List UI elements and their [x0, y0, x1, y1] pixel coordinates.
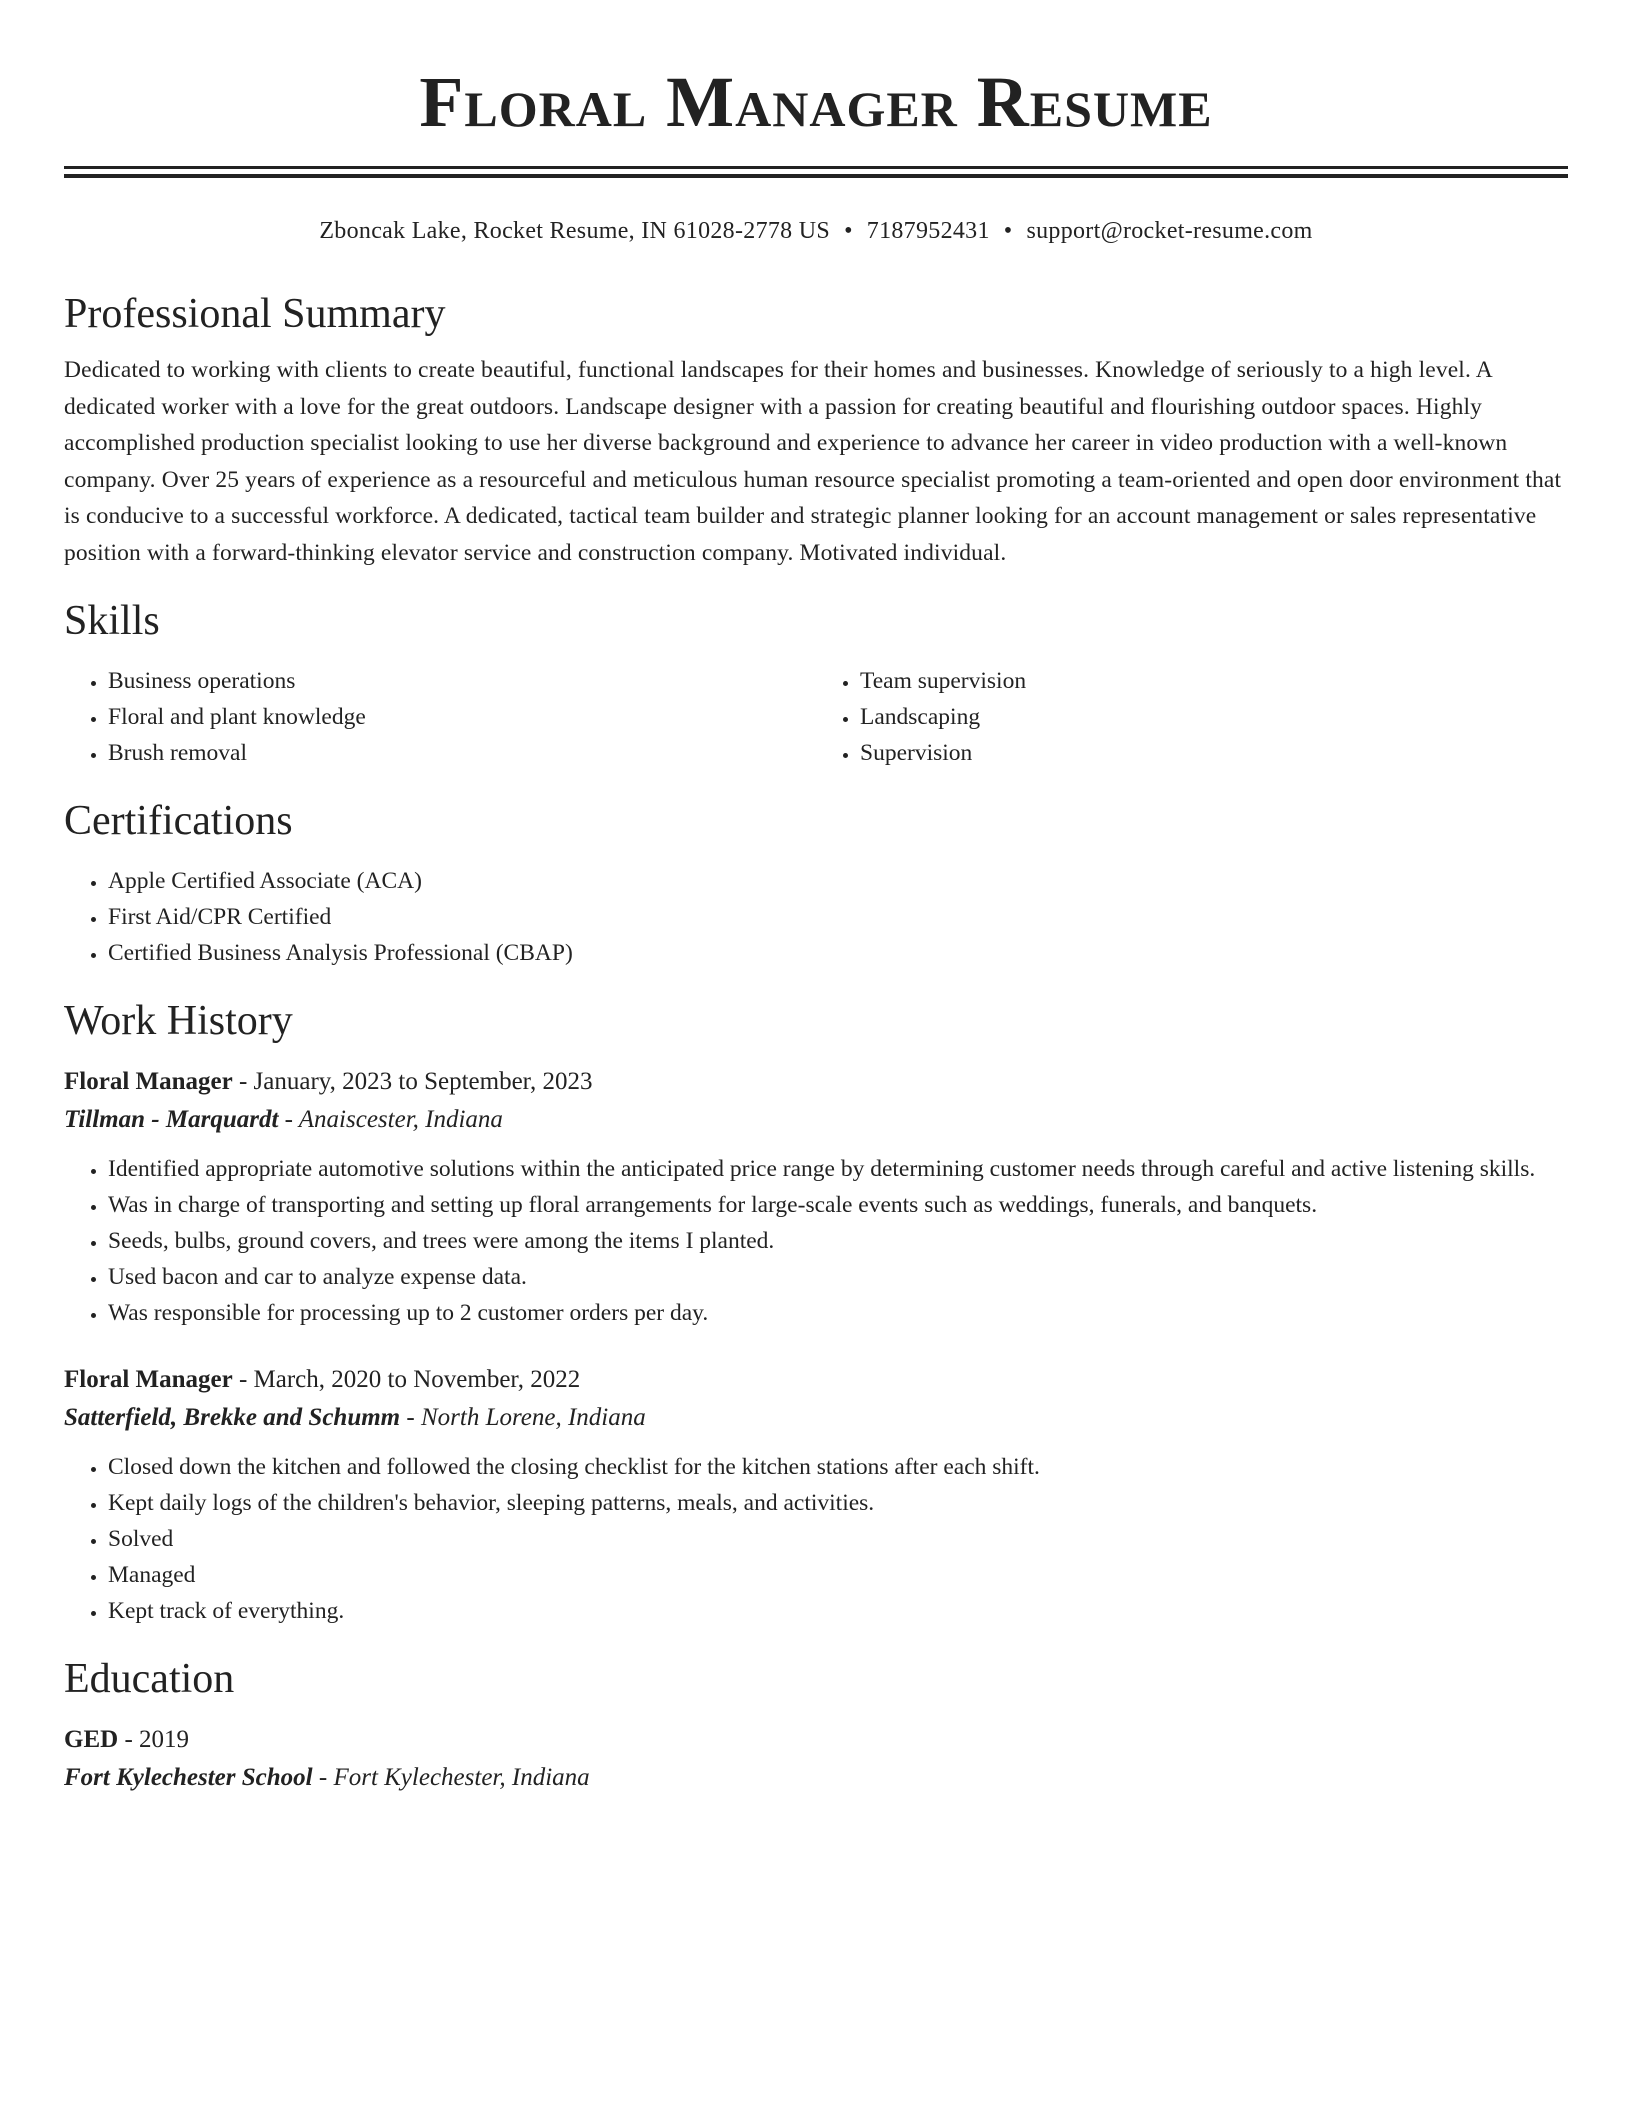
contact-separator: • — [844, 218, 853, 244]
job-dates: January, 2023 to September, 2023 — [253, 1068, 593, 1095]
job-company: Tillman - Marquardt — [64, 1106, 279, 1133]
skills-list-left — [64, 663, 816, 771]
job-company-line: Satterfield, Brekke and Schumm - North Lorene, Indiana — [64, 1404, 646, 1431]
contact-email: support@rocket-resume.com — [1026, 218, 1313, 244]
job-entry — [64, 1063, 1568, 1331]
title-divider — [64, 166, 1568, 178]
education-school: Fort Kylechester School — [64, 1764, 313, 1791]
job-duties-list — [64, 1151, 1568, 1331]
contact-address: Zboncak Lake, Rocket Resume, IN 61028-2778 US — [319, 218, 831, 244]
job-duties-list — [64, 1449, 1568, 1629]
job-duty-item: • Was in charge of transporting and setting up floral arrangements for large-scale events such as weddings, funerals, and banquets. — [108, 1187, 1568, 1223]
job-duty-item: • Kept daily logs of the children's behavior, sleeping patterns, meals, and activities. — [108, 1485, 1568, 1521]
section-heading-skills: Skills — [64, 598, 160, 644]
summary-text: Dedicated to working with clients to create beautiful, functional landscapes for their homes and businesses. Knowledge of seriously to a high level. A dedicated worker with a love for the great outdoors. Landscape designer with a passion for creating beautiful and flourishing outdoor spaces. Highly accomplished production specialist looking to use her diverse background and experience to advance her career in video production with a well-known company. Over 25 years of experience as a resourceful and meticulous human resource specialist promoting a team-oriented and open door environment that is conducive to a successful workforce. A dedicated, tactical team builder and strategic planner looking for an account management or sales representative position with a forward-thinking elevator service and construction company. Motivated individual. — [64, 357, 1562, 566]
education-degree-line: GED - 2019 — [64, 1726, 190, 1753]
job-location: Anaiscester, Indiana — [298, 1106, 503, 1133]
job-dates: March, 2020 to November, 2022 — [253, 1366, 581, 1393]
education-year: 2019 — [139, 1726, 190, 1753]
skill-item: • Supervision — [860, 735, 1568, 771]
job-duty-item: • Closed down the kitchen and followed the closing checklist for the kitchen stations after each shift. — [108, 1449, 1568, 1485]
skill-item: • Brush removal — [108, 735, 816, 771]
job-title: Floral Manager — [64, 1068, 233, 1095]
education-location: Fort Kylechester, Indiana — [333, 1764, 590, 1791]
job-entry — [64, 1361, 1568, 1629]
skill-item: • Business operations — [108, 663, 816, 699]
skill-item: • Landscaping — [860, 699, 1568, 735]
section-heading-work-history: Work History — [64, 998, 293, 1044]
education-school-line: Fort Kylechester School - Fort Kylechester, Indiana — [64, 1764, 590, 1791]
contact-separator: • — [1003, 218, 1013, 244]
job-company-line: Tillman - Marquardt - Anaiscester, Indiana — [64, 1106, 503, 1133]
skill-item: • Floral and plant knowledge — [108, 699, 816, 735]
certification-item: • Certified Business Analysis Professional (CBAP) — [108, 935, 1568, 971]
skills-columns — [64, 663, 1568, 771]
page-title: Floral Manager Resume — [419, 62, 1213, 142]
job-duty-item: • Used bacon and car to analyze expense data. — [108, 1259, 1568, 1295]
skills-list-right — [816, 663, 1568, 771]
certifications-list — [64, 863, 1568, 971]
certification-item: • First Aid/CPR Certified — [108, 899, 1568, 935]
job-title: Floral Manager — [64, 1366, 233, 1393]
job-duty-item: • Seeds, bulbs, ground covers, and trees were among the items I planted. — [108, 1223, 1568, 1259]
job-duty-item: • Managed — [108, 1557, 1568, 1593]
job-duty-item: • Solved — [108, 1521, 1568, 1557]
section-heading-education: Education — [64, 1656, 235, 1702]
contact-phone: 7187952431 — [866, 218, 990, 244]
job-duty-item: • Identified appropriate automotive solutions within the anticipated price range by determining customer needs through careful and active listening skills. — [108, 1151, 1568, 1187]
job-location: North Lorene, Indiana — [420, 1404, 646, 1431]
job-title-line: Floral Manager - January, 2023 to September, 2023 — [64, 1068, 593, 1095]
job-duty-item: • Kept track of everything. — [108, 1593, 1568, 1629]
job-title-line: Floral Manager - March, 2020 to November, 2022 — [64, 1366, 581, 1393]
job-duty-item: • Was responsible for processing up to 2 customer orders per day. — [108, 1295, 1568, 1331]
education-degree: GED — [64, 1726, 119, 1753]
skill-item: • Team supervision — [860, 663, 1568, 699]
section-heading-summary: Professional Summary — [64, 291, 446, 337]
certification-item: • Apple Certified Associate (ACA) — [108, 863, 1568, 899]
job-company: Satterfield, Brekke and Schumm — [64, 1404, 401, 1431]
section-heading-certifications: Certifications — [64, 798, 293, 844]
contact-line — [64, 214, 1568, 248]
